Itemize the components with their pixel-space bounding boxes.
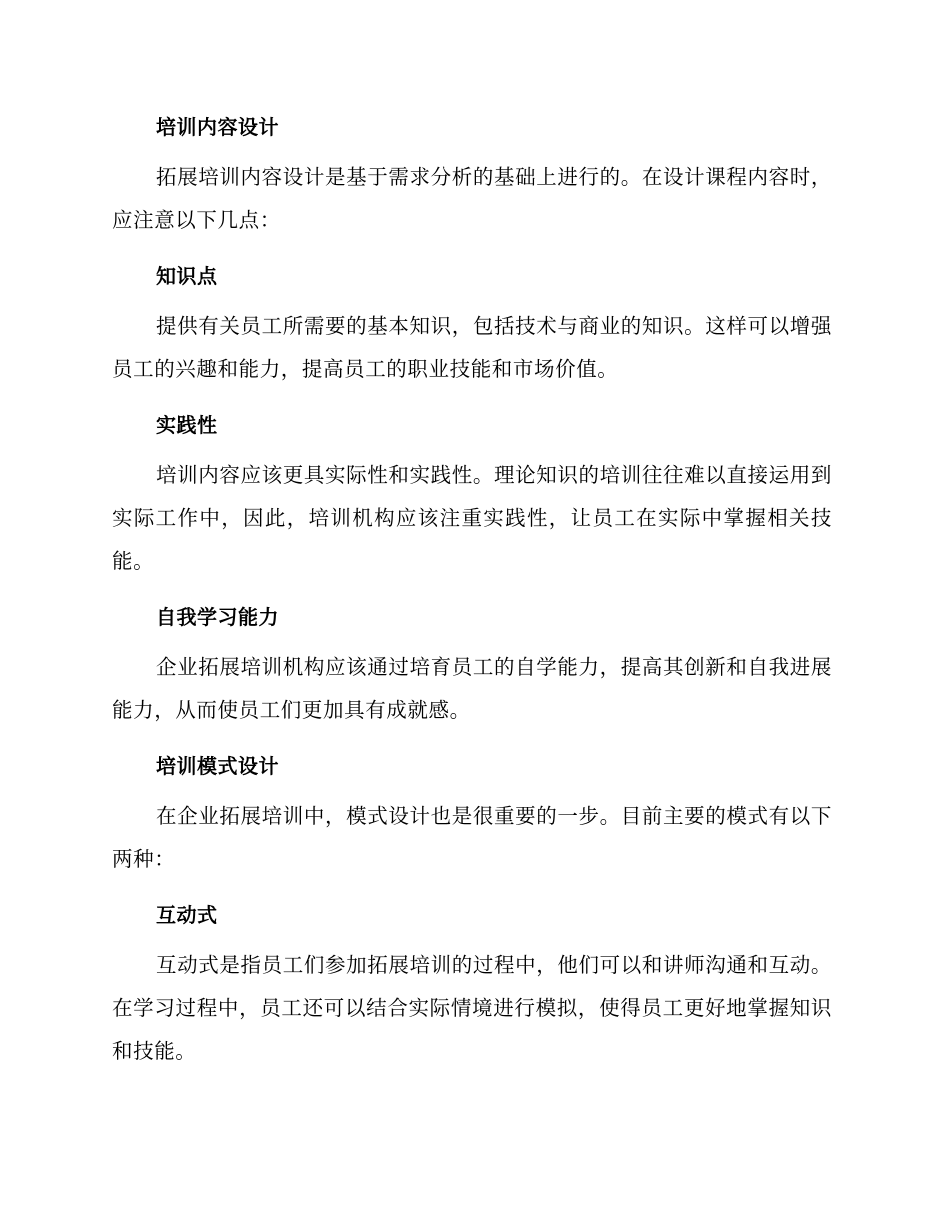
section-heading-knowledge-points: 知识点: [156, 264, 218, 288]
section-heading-practicality: 实践性: [156, 413, 218, 437]
section-paragraph-training-mode-design: 在企业拓展培训中，模式设计也是很重要的一步。目前主要的模式有以下两种：: [112, 804, 832, 871]
section-paragraph-interactive: 互动式是指员工们参加拓展培训的过程中，他们可以和讲师沟通和互动。在学习过程中，员工还可以结合实际情境进行模拟，使得员工更好地掌握知识和技能。: [112, 953, 832, 1063]
section-paragraph-training-content-design: 拓展培训内容设计是基于需求分析的基础上进行的。在设计课程内容时，应注意以下几点：: [112, 165, 832, 232]
document-page: [112, 108, 832, 1088]
section-paragraph-self-learning: 企业拓展培训机构应该通过培育员工的自学能力，提高其创新和自我进展能力，从而使员工们更加具有成就感。: [112, 655, 832, 722]
section-heading-training-mode-design: 培训模式设计: [156, 754, 279, 778]
section-heading-interactive: 互动式: [156, 903, 218, 927]
section-heading-self-learning: 自我学习能力: [156, 605, 279, 629]
section-paragraph-knowledge-points: 提供有关员工所需要的基本知识，包括技术与商业的知识。这样可以增强员工的兴趣和能力，提高员工的职业技能和市场价值。: [112, 314, 832, 381]
section-heading-training-content-design: 培训内容设计: [156, 115, 279, 139]
section-paragraph-practicality: 培训内容应该更具实际性和实践性。理论知识的培训往往难以直接运用到实际工作中，因此，培训机构应该注重实践性，让员工在实际中掌握相关技能。: [112, 463, 832, 573]
